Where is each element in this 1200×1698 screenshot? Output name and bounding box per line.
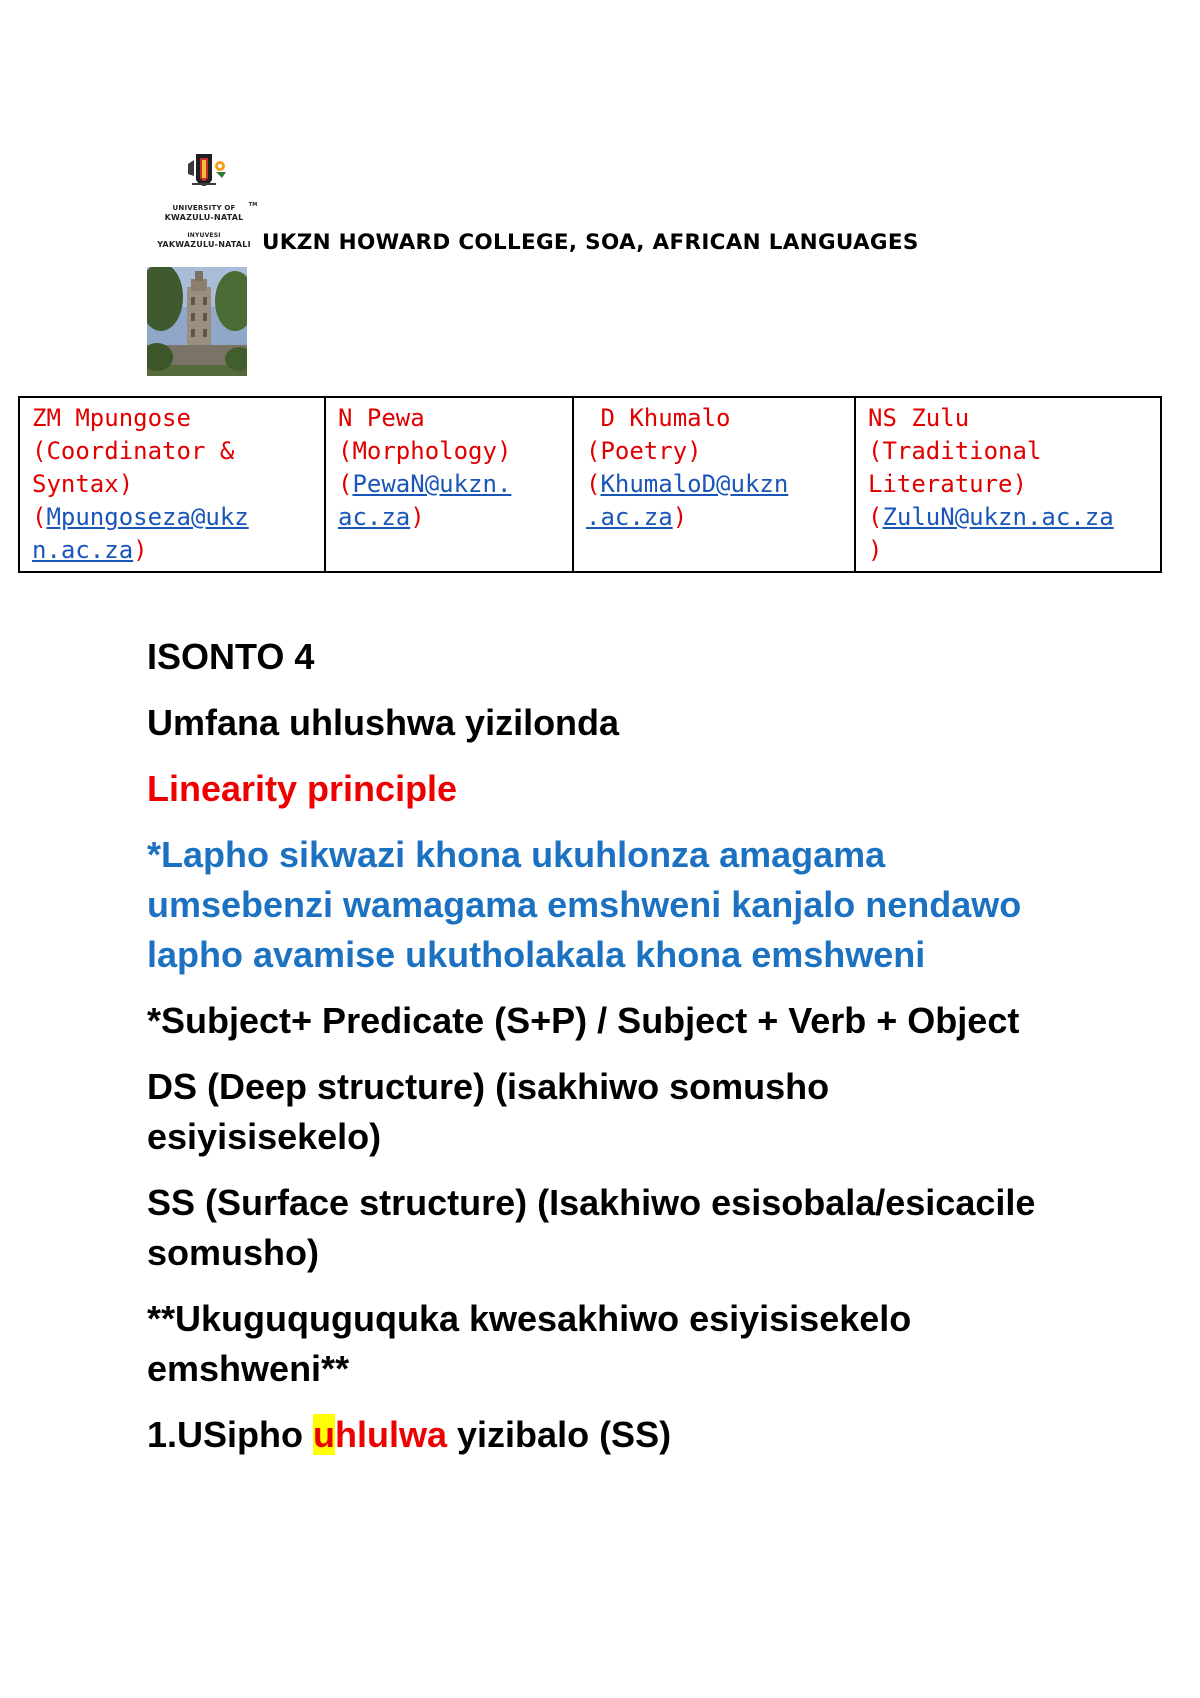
staff-email-line: (Mpungoseza@ukz (32, 503, 249, 531)
campus-tower-photo-icon (147, 267, 247, 376)
example-subject: 1.USipho (147, 1414, 314, 1455)
transformation-heading: **Ukuguquguquka kwesakhiwo esiyisisekelo emshweni** (147, 1298, 912, 1389)
staff-email-link[interactable]: ac.za (338, 503, 411, 531)
page-header-title: UKZN HOWARD COLLEGE, SOA, AFRICAN LANGUAGES (262, 230, 919, 255)
staff-row (19, 397, 1161, 572)
staff-email-line: (KhumaloD@ukzn (586, 470, 789, 498)
highlighted-prefix: u (313, 1414, 336, 1455)
staff-email-link[interactable]: Mpungoseza@ukz (46, 503, 249, 531)
university-logo (148, 150, 260, 250)
staff-email-link[interactable]: PewaN@ukzn. (352, 470, 512, 498)
staff-email-line: ac.za) (338, 503, 425, 531)
staff-cell (325, 397, 573, 572)
staff-role: (Morphology) (338, 437, 512, 465)
staff-email-link[interactable]: KhumaloD@ukzn (600, 470, 789, 498)
staff-role: (Coordinator & (32, 437, 235, 465)
surface-structure-definition: SS (Surface structure) (Isakhiwo esisobala/esicacile somusho) (147, 1182, 1036, 1273)
example-rest: yizibalo (SS) (447, 1414, 672, 1455)
logo-text-inyuvesi: INYUVESI (187, 232, 221, 239)
staff-cell (19, 397, 325, 572)
logo-text-yakwazulu-natali: YAKWAZULU-NATALI (157, 240, 251, 249)
staff-email-line: (PewaN@ukzn. (338, 470, 512, 498)
example-verb: hlulwa (335, 1414, 448, 1455)
staff-email-link[interactable]: .ac.za (586, 503, 673, 531)
example-sentence (147, 1410, 1067, 1460)
staff-role: Syntax) (32, 470, 134, 498)
staff-email-line: n.ac.za) (32, 536, 148, 564)
staff-email-line: (ZuluN@ukzn.ac.za (868, 503, 1114, 531)
ukzn-crest-icon (148, 150, 260, 202)
campus-photo (147, 267, 247, 376)
lesson-subtitle: Umfana uhlushwa yizilonda (147, 702, 620, 743)
staff-cell (573, 397, 855, 572)
staff-email-line: ) (868, 536, 883, 564)
logo-text-kwazulu-natal: KWAZULU-NATAL (164, 213, 244, 222)
topic-heading: Linearity principle (147, 768, 458, 809)
staff-role: (Traditional (868, 437, 1042, 465)
staff-cell (855, 397, 1161, 572)
staff-table (18, 396, 1162, 573)
logo-text-university: UNIVERSITY OF (172, 204, 236, 212)
staff-name: N Pewa (338, 404, 425, 432)
staff-role: Literature) (868, 470, 1027, 498)
sentence-structure: *Subject+ Predicate (S+P) / Subject + Verb + Object (147, 1000, 1020, 1041)
staff-email-link[interactable]: ZuluN@ukzn.ac.za (882, 503, 1114, 531)
logo-trademark: TM (248, 202, 258, 208)
staff-role: (Poetry) (586, 437, 702, 465)
week-heading: ISONTO 4 (147, 636, 315, 677)
staff-name: D Khumalo (586, 404, 731, 432)
deep-structure-definition: DS (Deep structure) (isakhiwo somusho esiyisisekelo) (147, 1066, 830, 1157)
staff-name: NS Zulu (868, 404, 970, 432)
staff-email-link[interactable]: n.ac.za (32, 536, 134, 564)
lesson-content (147, 632, 1067, 1476)
staff-name: ZM Mpungose (32, 404, 191, 432)
topic-description: *Lapho sikwazi khona ukuhlonza amagama umsebenzi wamagama emshweni kanjalo nendawo lapho avamise ukutholakala khona emshweni (147, 834, 1022, 975)
staff-email-line: .ac.za) (586, 503, 688, 531)
